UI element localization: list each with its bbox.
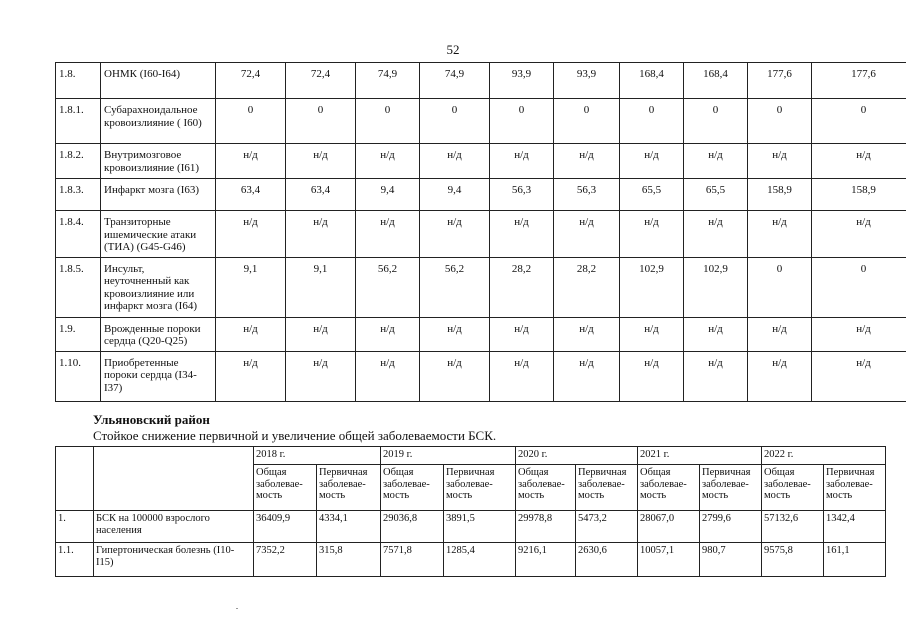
value-cell: 29978,8 [516, 511, 576, 543]
table-row [56, 63, 906, 99]
value-cell: 74,9 [356, 63, 420, 99]
primary-morbidity-header: Первичная заболевае-мость [317, 465, 381, 511]
value-cell: 7571,8 [381, 543, 444, 577]
value-cell: 28,2 [554, 257, 620, 317]
total-morbidity-header: Общая заболевае-мость [254, 465, 317, 511]
value-cell: 168,4 [620, 63, 684, 99]
value-cell: 158,9 [748, 179, 812, 211]
value-cell: 56,3 [554, 179, 620, 211]
row-code: 1.8. [56, 63, 101, 99]
value-cell: н/д [286, 144, 356, 179]
value-cell: н/д [490, 211, 554, 258]
row-code: 1.8.1. [56, 99, 101, 144]
value-cell: н/д [748, 211, 812, 258]
table-row [56, 257, 906, 317]
value-cell: 102,9 [684, 257, 748, 317]
value-cell: 65,5 [684, 179, 748, 211]
year-header: 2020 г. [516, 447, 638, 465]
value-cell: н/д [554, 144, 620, 179]
value-cell: 0 [216, 99, 286, 144]
value-cell: н/д [356, 351, 420, 401]
value-cell: 74,9 [420, 63, 490, 99]
year-header: 2021 г. [638, 447, 762, 465]
value-cell: 0 [748, 257, 812, 317]
value-cell: н/д [356, 317, 420, 351]
row-code: 1. [56, 511, 94, 543]
table-row [56, 211, 906, 258]
total-morbidity-header: Общая заболевае-мость [381, 465, 444, 511]
value-cell: 56,2 [356, 257, 420, 317]
row-label: Инсульт, неуточненный как кровоизлияние или инфаркт мозга (I64) [101, 257, 216, 317]
page-number: 52 [446, 42, 460, 57]
value-cell: 177,6 [748, 63, 812, 99]
value-cell: 5473,2 [576, 511, 638, 543]
value-cell: н/д [812, 317, 906, 351]
value-cell: н/д [420, 317, 490, 351]
value-cell: 9575,8 [762, 543, 824, 577]
value-cell: н/д [554, 317, 620, 351]
primary-morbidity-header: Первичная заболевае-мость [444, 465, 516, 511]
value-cell: 9,1 [286, 257, 356, 317]
primary-morbidity-header: Первичная заболевае-мость [700, 465, 762, 511]
value-cell: н/д [748, 351, 812, 401]
value-cell: н/д [420, 211, 490, 258]
year-header: 2022 г. [762, 447, 886, 465]
value-cell: 36409,9 [254, 511, 317, 543]
table-row [56, 543, 886, 577]
value-cell: 168,4 [684, 63, 748, 99]
value-cell: 63,4 [216, 179, 286, 211]
value-cell: н/д [620, 317, 684, 351]
value-cell: н/д [554, 211, 620, 258]
value-cell: 161,1 [824, 543, 886, 577]
value-cell: 177,6 [812, 63, 906, 99]
value-cell: н/д [490, 351, 554, 401]
value-cell: н/д [620, 351, 684, 401]
value-cell: 315,8 [317, 543, 381, 577]
value-cell: н/д [286, 351, 356, 401]
table-row [56, 317, 906, 351]
value-cell: 1285,4 [444, 543, 516, 577]
value-cell: 0 [684, 99, 748, 144]
value-cell: н/д [812, 211, 906, 258]
table-row [56, 511, 886, 543]
value-cell: н/д [356, 144, 420, 179]
section-subtitle: Стойкое снижение первичной и увеличение общей заболеваемости БСК. [93, 428, 497, 443]
district-morbidity-table [55, 446, 886, 577]
value-cell: н/д [684, 211, 748, 258]
value-cell: 0 [812, 257, 906, 317]
row-label: БСК на 100000 взрослого населения [94, 511, 254, 543]
value-cell: н/д [420, 144, 490, 179]
value-cell: 57132,6 [762, 511, 824, 543]
row-code: 1.8.4. [56, 211, 101, 258]
row-code: 1.9. [56, 317, 101, 351]
value-cell: н/д [620, 211, 684, 258]
value-cell: 9,4 [356, 179, 420, 211]
value-cell: 1342,4 [824, 511, 886, 543]
total-morbidity-header: Общая заболевае-мость [638, 465, 700, 511]
value-cell: н/д [286, 211, 356, 258]
value-cell: 0 [286, 99, 356, 144]
table-row [56, 351, 906, 401]
value-cell: 28067,0 [638, 511, 700, 543]
value-cell: 93,9 [490, 63, 554, 99]
value-cell: н/д [620, 144, 684, 179]
value-cell: н/д [748, 144, 812, 179]
row-code: 1.8.2. [56, 144, 101, 179]
value-cell: н/д [554, 351, 620, 401]
value-cell: н/д [356, 211, 420, 258]
value-cell: 63,4 [286, 179, 356, 211]
value-cell: н/д [490, 144, 554, 179]
value-cell: 0 [490, 99, 554, 144]
row-code: 1.8.3. [56, 179, 101, 211]
value-cell: н/д [812, 144, 906, 179]
total-morbidity-header: Общая заболевае-мость [516, 465, 576, 511]
value-cell: 56,2 [420, 257, 490, 317]
row-label: Инфаркт мозга (I63) [101, 179, 216, 211]
morbidity-table-continued [55, 62, 906, 402]
value-cell: 0 [620, 99, 684, 144]
value-cell: 93,9 [554, 63, 620, 99]
primary-morbidity-header: Первичная заболевае-мость [576, 465, 638, 511]
row-code: 1.8.5. [56, 257, 101, 317]
year-header-row [56, 447, 886, 465]
value-cell: 0 [420, 99, 490, 144]
row-label: Субарахноидальное кровоизлияние ( I60) [101, 99, 216, 144]
value-cell: 9,1 [216, 257, 286, 317]
value-cell: н/д [684, 351, 748, 401]
value-cell: 28,2 [490, 257, 554, 317]
value-cell: н/д [420, 351, 490, 401]
table-row [56, 179, 906, 211]
value-cell: 10057,1 [638, 543, 700, 577]
value-cell: 2799,6 [700, 511, 762, 543]
value-cell: н/д [748, 317, 812, 351]
total-morbidity-header: Общая заболевае-мость [762, 465, 824, 511]
row-code: 1.1. [56, 543, 94, 577]
value-cell: н/д [216, 351, 286, 401]
row-label: Гипертоническая болезнь (I10-I15) [94, 543, 254, 577]
value-cell: 0 [748, 99, 812, 144]
row-code: 1.10. [56, 351, 101, 401]
value-cell: н/д [684, 317, 748, 351]
row-label: Врожденные пороки сердца (Q20-Q25) [101, 317, 216, 351]
value-cell: 7352,2 [254, 543, 317, 577]
district-title: Ульяновский район [93, 412, 210, 427]
value-cell: н/д [286, 317, 356, 351]
year-header: 2019 г. [381, 447, 516, 465]
table-row [56, 99, 906, 144]
value-cell: 9,4 [420, 179, 490, 211]
scan-speck [236, 608, 238, 609]
value-cell: 56,3 [490, 179, 554, 211]
value-cell: 72,4 [286, 63, 356, 99]
value-cell: 980,7 [700, 543, 762, 577]
value-cell: 158,9 [812, 179, 906, 211]
blank-header-cell [94, 447, 254, 511]
value-cell: 65,5 [620, 179, 684, 211]
value-cell: 4334,1 [317, 511, 381, 543]
row-label: Транзиторные ишемические атаки (ТИА) (G45-G46) [101, 211, 216, 258]
value-cell: н/д [812, 351, 906, 401]
primary-morbidity-header: Первичная заболевае-мость [824, 465, 886, 511]
table-row [56, 144, 906, 179]
value-cell: н/д [684, 144, 748, 179]
value-cell: 0 [554, 99, 620, 144]
row-label: Приобретенные пороки сердца (I34-I37) [101, 351, 216, 401]
value-cell: 102,9 [620, 257, 684, 317]
value-cell: 0 [812, 99, 906, 144]
value-cell: н/д [216, 211, 286, 258]
value-cell: 0 [356, 99, 420, 144]
row-label: Внутримозговое кровоизлияние (I61) [101, 144, 216, 179]
value-cell: н/д [216, 317, 286, 351]
value-cell: 2630,6 [576, 543, 638, 577]
value-cell: 72,4 [216, 63, 286, 99]
row-label: ОНМК (I60-I64) [101, 63, 216, 99]
value-cell: н/д [490, 317, 554, 351]
value-cell: 29036,8 [381, 511, 444, 543]
value-cell: 3891,5 [444, 511, 516, 543]
year-header: 2018 г. [254, 447, 381, 465]
value-cell: н/д [216, 144, 286, 179]
blank-header-cell [56, 447, 94, 511]
value-cell: 9216,1 [516, 543, 576, 577]
